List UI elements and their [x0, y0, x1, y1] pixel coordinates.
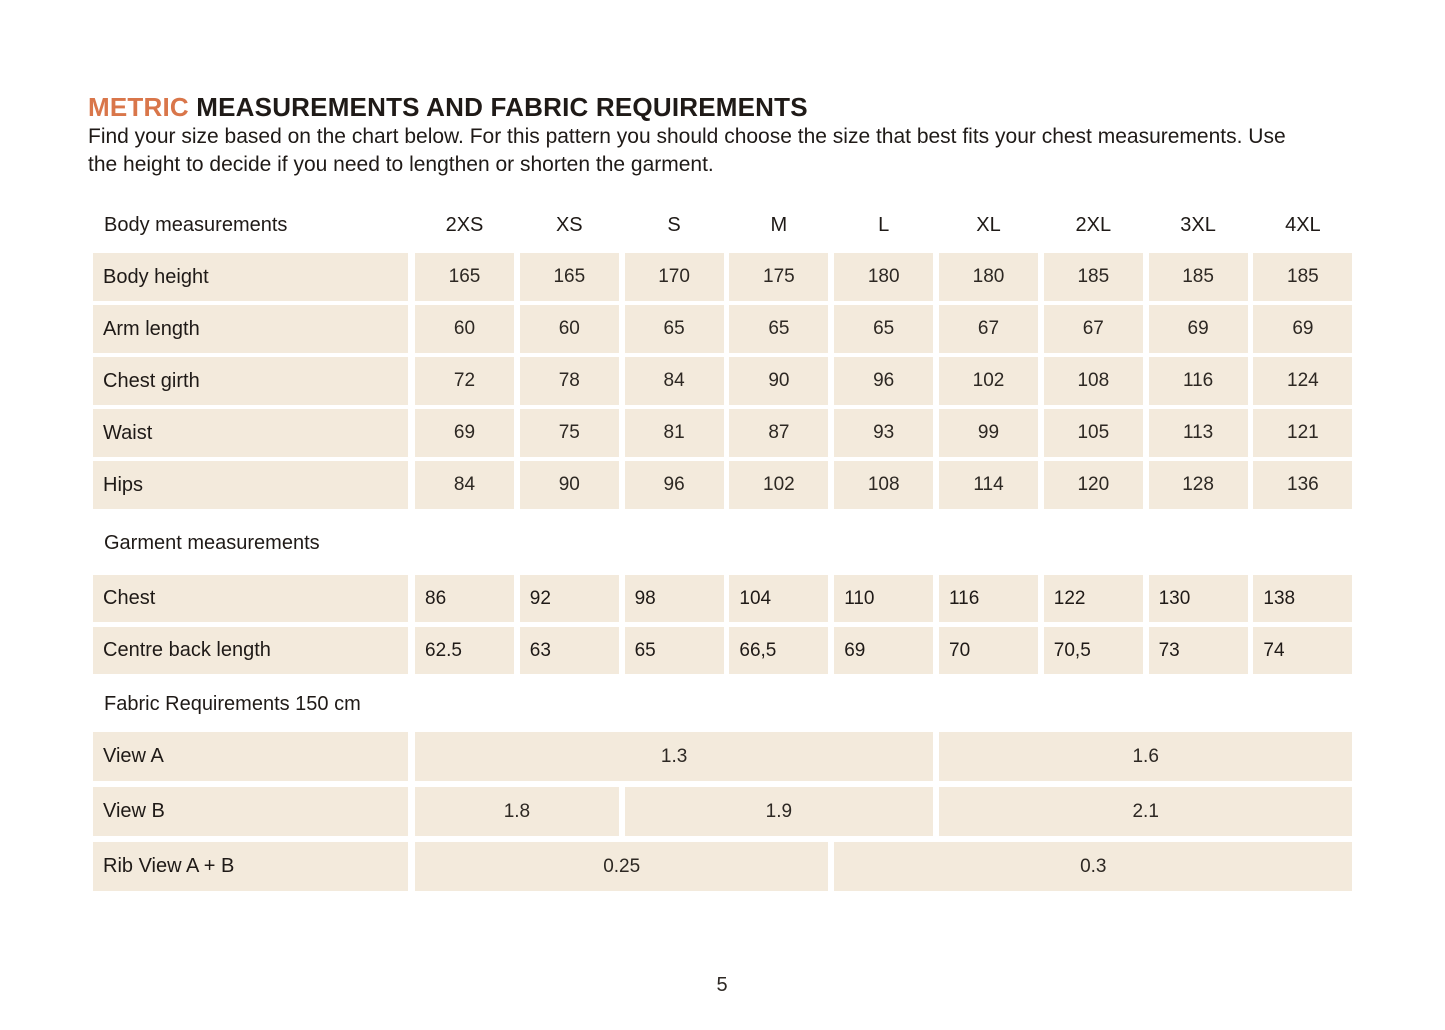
garment-cell: 138 — [1253, 575, 1352, 622]
garment-cell: 62.5 — [415, 627, 514, 674]
size-header-s: S — [667, 213, 681, 236]
garment-cell: 110 — [834, 575, 933, 622]
body-cell: 121 — [1253, 409, 1352, 457]
size-header-xl: XL — [976, 213, 1001, 236]
garment-cell: 65 — [625, 627, 724, 674]
body-cell: 99 — [939, 409, 1038, 457]
size-header-2xl: 2XL — [1075, 213, 1112, 236]
section-label-garment: Garment measurements — [104, 531, 320, 554]
garment-row-label: Centre back length — [93, 627, 408, 674]
garment-cell: 130 — [1149, 575, 1248, 622]
body-cell: 108 — [1044, 357, 1143, 405]
garment-cell: 98 — [625, 575, 724, 622]
body-cell: 75 — [520, 409, 619, 457]
body-row-label: Chest girth — [93, 357, 408, 405]
body-cell: 81 — [625, 409, 724, 457]
body-cell: 165 — [520, 253, 619, 301]
fabric-cell: 2.1 — [939, 787, 1352, 836]
title-rest: MEASUREMENTS AND FABRIC REQUIREMENTS — [188, 92, 808, 122]
body-cell: 69 — [1253, 305, 1352, 353]
body-cell: 114 — [939, 461, 1038, 509]
body-cell: 180 — [834, 253, 933, 301]
fabric-cell: 0.3 — [834, 842, 1352, 891]
title-accent: METRIC — [88, 92, 189, 122]
fabric-cell: 0.25 — [415, 842, 828, 891]
body-cell: 93 — [834, 409, 933, 457]
body-cell: 124 — [1253, 357, 1352, 405]
section-label-body: Body measurements — [104, 213, 288, 236]
body-cell: 60 — [520, 305, 619, 353]
fabric-cell: 1.8 — [415, 787, 619, 836]
body-cell: 128 — [1149, 461, 1248, 509]
garment-cell: 66,5 — [729, 627, 828, 674]
garment-cell: 122 — [1044, 575, 1143, 622]
garment-cell: 70,5 — [1044, 627, 1143, 674]
fabric-cell: 1.3 — [415, 732, 933, 781]
fabric-row-label: View A — [93, 732, 408, 781]
body-cell: 170 — [625, 253, 724, 301]
body-cell: 185 — [1149, 253, 1248, 301]
size-header-m: M — [770, 213, 788, 236]
body-cell: 78 — [520, 357, 619, 405]
section-label-fabric: Fabric Requirements 150 cm — [104, 692, 361, 715]
body-cell: 67 — [939, 305, 1038, 353]
body-row-label: Arm length — [93, 305, 408, 353]
garment-cell: 86 — [415, 575, 514, 622]
garment-cell: 63 — [520, 627, 619, 674]
body-cell: 185 — [1253, 253, 1352, 301]
body-cell: 120 — [1044, 461, 1143, 509]
body-cell: 180 — [939, 253, 1038, 301]
body-cell: 65 — [625, 305, 724, 353]
body-cell: 102 — [939, 357, 1038, 405]
fabric-row-label: Rib View A + B — [93, 842, 408, 891]
size-header-2xs: 2XS — [445, 213, 484, 236]
body-cell: 72 — [415, 357, 514, 405]
body-cell: 84 — [415, 461, 514, 509]
body-cell: 102 — [729, 461, 828, 509]
page-title — [88, 90, 808, 124]
body-cell: 108 — [834, 461, 933, 509]
intro-paragraph: Find your size based on the chart below. For this pattern you should choose the size that best fits your chest measurements. Use the height to decide if you need to lengthen or shorten the garment. — [88, 125, 1286, 176]
size-header-l: L — [878, 213, 890, 236]
size-header-4xl: 4XL — [1285, 213, 1321, 236]
body-row-label: Waist — [93, 409, 408, 457]
garment-cell: 69 — [834, 627, 933, 674]
body-cell: 96 — [834, 357, 933, 405]
body-cell: 65 — [834, 305, 933, 353]
body-cell: 116 — [1149, 357, 1248, 405]
fabric-row-label: View B — [93, 787, 408, 836]
body-cell: 136 — [1253, 461, 1352, 509]
body-row-label: Body height — [93, 253, 408, 301]
body-cell: 84 — [625, 357, 724, 405]
body-cell: 175 — [729, 253, 828, 301]
garment-cell: 104 — [729, 575, 828, 622]
body-cell: 96 — [625, 461, 724, 509]
body-cell: 105 — [1044, 409, 1143, 457]
size-header-3xl: 3XL — [1180, 213, 1216, 236]
body-cell: 87 — [729, 409, 828, 457]
body-cell: 90 — [729, 357, 828, 405]
body-cell: 60 — [415, 305, 514, 353]
body-cell: 90 — [520, 461, 619, 509]
body-cell: 69 — [1149, 305, 1248, 353]
body-cell: 67 — [1044, 305, 1143, 353]
garment-cell: 70 — [939, 627, 1038, 674]
body-cell: 185 — [1044, 253, 1143, 301]
garment-cell: 74 — [1253, 627, 1352, 674]
fabric-cell: 1.6 — [939, 732, 1352, 781]
garment-cell: 92 — [520, 575, 619, 622]
body-row-label: Hips — [93, 461, 408, 509]
body-cell: 165 — [415, 253, 514, 301]
garment-row-label: Chest — [93, 575, 408, 622]
garment-cell: 73 — [1149, 627, 1248, 674]
garment-cell: 116 — [939, 575, 1038, 622]
fabric-cell: 1.9 — [625, 787, 934, 836]
body-cell: 113 — [1149, 409, 1248, 457]
page-number: 5 — [716, 974, 728, 996]
body-cell: 69 — [415, 409, 514, 457]
size-header-xs: XS — [555, 213, 583, 236]
body-cell: 65 — [729, 305, 828, 353]
